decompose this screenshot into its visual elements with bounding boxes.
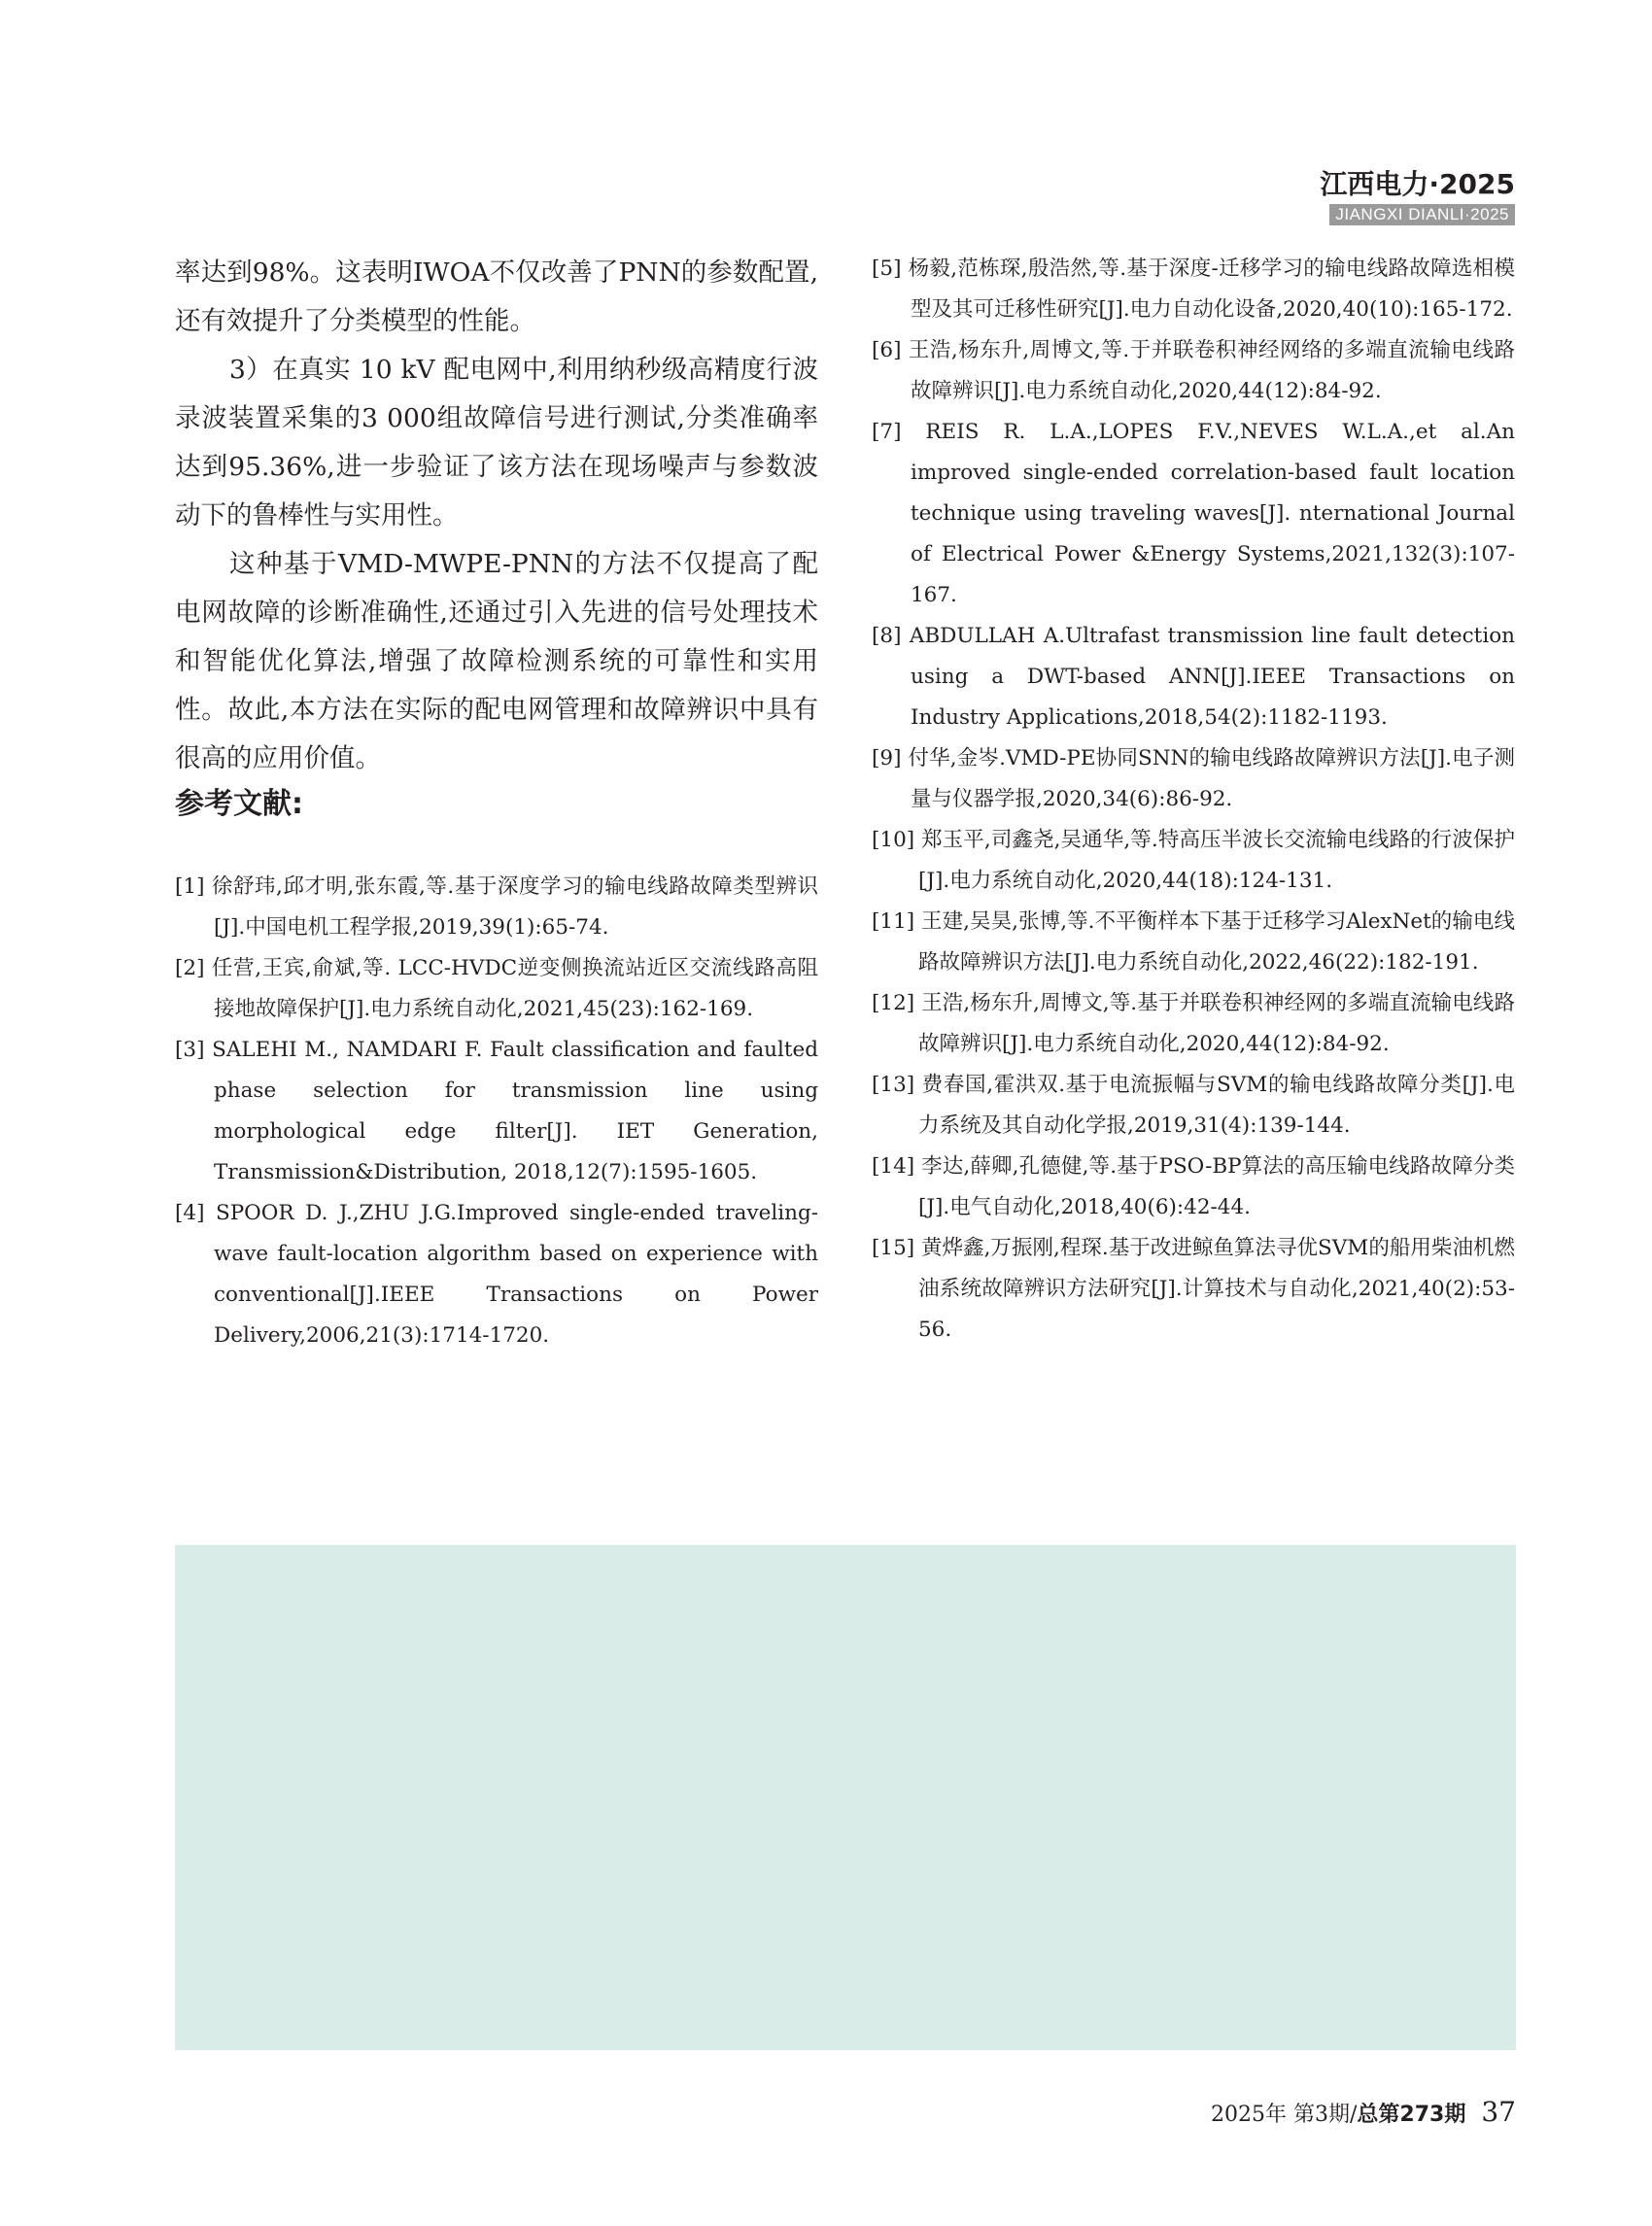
journal-title: 江西电力·2025	[1320, 168, 1515, 200]
page-number: 37	[1481, 2096, 1516, 2128]
reference-item: [11] 王建,吴昊,张博,等.不平衡样本下基于迁移学习AlexNet的输电线路故障辨识方法[J].电力系统自动化,2022,46(22):182-191.	[872, 909, 1515, 975]
reference-item: [15] 黄烨鑫,万振刚,程琛.基于改进鲸鱼算法寻优SVM的船用柴油机燃油系统故障辨识方法研究[J].计算技术与自动化,2021,40(2):53-56.	[872, 1236, 1515, 1342]
references-heading: 参考文献:	[175, 787, 303, 821]
reference-item: [2] 任营,王宾,俞斌,等. LCC-HVDC逆变侧换流站近区交流线路高阻接地故障保护[J].电力系统自动化,2021,45(23):162-169.	[175, 956, 818, 1021]
reference-item: [8] ABDULLAH A.Ultrafast transmission line fault detection using a DWT-based ANN[J].IEEE Transactions on Industry Applications,2018,54(2):1182-1193.	[872, 624, 1515, 730]
reference-item: [6] 王浩,杨东升,周博文,等.于并联卷积神经网络的多端直流输电线路故障辨识[J].电力系统自动化,2020,44(12):84-92.	[872, 338, 1515, 403]
body-paragraph: 率达到98%。这表明IWOA不仅改善了PNN的参数配置,还有效提升了分类模型的性能。	[175, 257, 818, 336]
references-list-right	[872, 249, 1515, 1351]
journal-header	[1107, 167, 1515, 225]
decorative-panel	[175, 1545, 1516, 2050]
body-paragraph: 3）在真实 10 kV 配电网中,利用纳秒级高精度行波录波装置采集的3 000组故障信号进行测试,分类准确率达到95.36%,进一步验证了该方法在现场噪声与参数波动下的鲁棒性与实用性。	[175, 355, 818, 531]
journal-subtitle: JIANGXI DIANLI·2025	[1329, 204, 1515, 225]
reference-item: [3] SALEHI M., NAMDARI F. Fault classification and faulted phase selection for transmission line using morphological edge filter[J]. IET Generation, Transmission&Distribution, 2018,12(7):1595-1605.	[175, 1038, 818, 1184]
reference-item: [14] 李达,薛卿,孔德健,等.基于PSO-BP算法的高压输电线路故障分类[J].电气自动化,2018,40(6):42-44.	[872, 1154, 1515, 1219]
body-paragraph: 这种基于VMD-MWPE-PNN的方法不仅提高了配电网故障的诊断准确性,还通过引入先进的信号处理技术和智能优化算法,增强了故障检测系统的可靠性和实用性。故此,本方法在实际的配电网管理和故障辨识中具有很高的应用价值。	[175, 549, 818, 773]
body-text-column	[175, 249, 818, 783]
reference-item: [12] 王浩,杨东升,周博文,等.基于并联卷积神经网的多端直流输电线路故障辨识[J].电力系统自动化,2020,44(12):84-92.	[872, 991, 1515, 1056]
reference-item: [7] REIS R. L.A.,LOPES F.V.,NEVES W.L.A.,et al.An improved single-ended correlation-based fault location technique using traveling waves[J]. nternational Journal of Electrical Power &Energy Systems,2021,132(3):107-167.	[872, 420, 1515, 607]
reference-item: [4] SPOOR D. J.,ZHU J.G.Improved single-ended traveling- wave fault-location algorithm based on experience with conventional[J].IEEE Transactions on Power Delivery,2006,21(3):1714-1720.	[175, 1201, 818, 1348]
page-footer	[1211, 2093, 1516, 2135]
issue-total: 总第273期	[1357, 2103, 1466, 2127]
reference-item: [5] 杨毅,范栋琛,殷浩然,等.基于深度-迁移学习的输电线路故障选相模型及其可迁移性研究[J].电力自动化设备,2020,40(10):165-172.	[872, 257, 1515, 322]
reference-item: [1] 徐舒玮,邱才明,张东霞,等.基于深度学习的输电线路故障类型辨识[J].中国电机工程学报,2019,39(1):65-74.	[175, 874, 818, 940]
reference-item: [10] 郑玉平,司鑫尧,吴通华,等.特高压半波长交流输电线路的行波保护[J].电力系统自动化,2020,44(18):124-131.	[872, 828, 1515, 893]
issue-info: 2025年 第3期/	[1211, 2103, 1358, 2127]
reference-item: [9] 付华,金岑.VMD-PE协同SNN的输电线路故障辨识方法[J].电子测量与仪器学报,2020,34(6):86-92.	[872, 746, 1515, 811]
references-list-left	[175, 867, 818, 1356]
reference-item: [13] 费春国,霍洪双.基于电流振幅与SVM的输电线路故障分类[J].电力系统及其自动化学报,2019,31(4):139-144.	[872, 1073, 1515, 1138]
